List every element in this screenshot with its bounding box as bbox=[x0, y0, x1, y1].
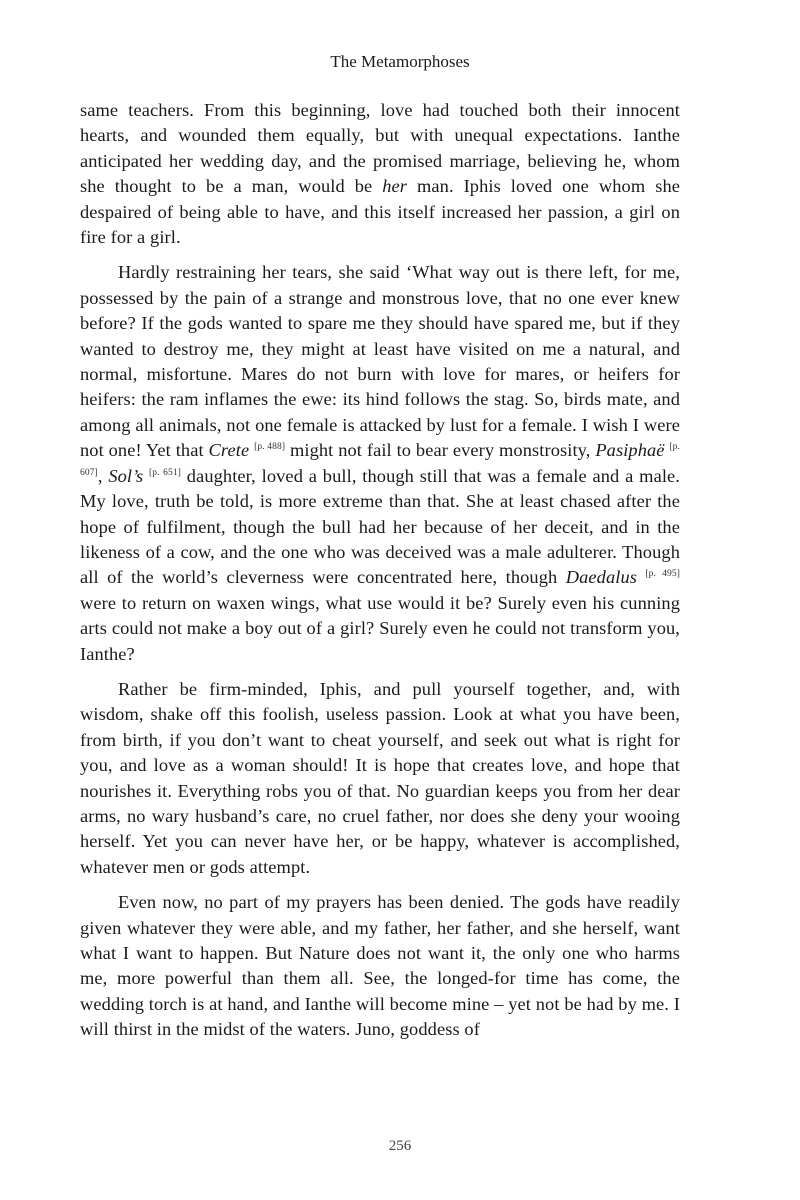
text-run: Hardly restraining her tears, she said ‘What way out is there left, for me, possessed by the pain of a strange and monstrous love, that no one ever knew before? If the gods wanted to spare me they should have spared me, but if they wanted to destroy me, they might at least have visited on me a natural, and normal, misfortune. Mares do not burn with love for mares, or heifers for heifers: the ram inflames the ewe: its hind follows the stag. So, birds mate, and among all animals, not one female is attacked by lust for a female. I wish I were not one! Yet that bbox=[80, 262, 680, 461]
paragraph-1 bbox=[80, 98, 680, 250]
daedalus-link[interactable]: Daedalus bbox=[565, 567, 638, 588]
page-body bbox=[80, 98, 680, 1053]
emphasis-her: her bbox=[382, 176, 408, 197]
page-number: 256 bbox=[388, 1138, 412, 1154]
pasiphae-link[interactable]: Pasiphaë bbox=[595, 440, 665, 461]
running-header bbox=[0, 52, 800, 72]
text-run: daughter, loved a bull, though still that was a female and a male. My love, truth be told, is more extreme than that. She at least chased after the hope of fulfilment, though the bull had her because of her deceit, and in the likeness of a cow, and the one who was deceived was a male adulterer. Though all of the world’s cleverness were concentrated here, though bbox=[80, 465, 680, 588]
header-title: The Metamorphoses bbox=[330, 52, 470, 71]
text-run: were to return on waxen wings, what use would it be? Surely even his cunning arts could not make a boy out of a girl? Surely even he could not transform you, Ianthe? bbox=[80, 592, 680, 664]
sol-link[interactable]: Sol’s bbox=[108, 465, 144, 486]
page-reference[interactable]: [p. 488] bbox=[254, 442, 286, 453]
page-footer bbox=[0, 1138, 800, 1155]
paragraph-3: Rather be firm-minded, Iphis, and pull yourself together, and, with wisdom, shake off this foolish, useless passion. Look at what you have been, from birth, if you don’t want to cheat yourself, and seek out what is right for you, and love as a woman should! It is hope that creates love, and hope that nourishes it. Everything robs you of that. No guardian keeps you from her dear arms, no wary husband’s care, no cruel father, nor does she deny your wooing herself. Yet you can never have her, or be happy, whatever is accomplished, whatever men or gods attempt. bbox=[80, 678, 680, 877]
page-reference[interactable]: [p. 651] bbox=[149, 467, 181, 478]
page-reference[interactable]: [p. 495] bbox=[645, 569, 680, 580]
text-run: same teachers. From this beginning, love had touched both their innocent hearts, and wounded them equally, but with unequal expectations. Ianthe anticipated her wedding day, and the promised marriage, believing he, whom she thought to be a man, would be bbox=[80, 100, 680, 197]
text-run: man. Iphis loved one whom she despaired of being able to have, and this itself increased her passion, a girl on fire for a girl. bbox=[80, 176, 681, 248]
paragraph-4: Even now, no part of my prayers has been denied. The gods have readily given whatever they were able, and my father, her father, and she herself, want what I want to happen. But Nature does not want it, the only one who harms me, more powerful than them all. See, the longed-for time has come, the wedding torch is at hand, and Ianthe will become mine – yet not be had by me. I will thirst in the midst of the waters. Juno, goddess of bbox=[80, 892, 680, 1040]
crete-link[interactable]: Crete bbox=[208, 440, 250, 461]
text-run: , bbox=[97, 465, 109, 486]
text-run: might not fail to bear every monstrosity, bbox=[285, 440, 596, 461]
paragraph-2 bbox=[80, 260, 680, 667]
page-reference[interactable]: [p. 607] bbox=[80, 442, 680, 478]
